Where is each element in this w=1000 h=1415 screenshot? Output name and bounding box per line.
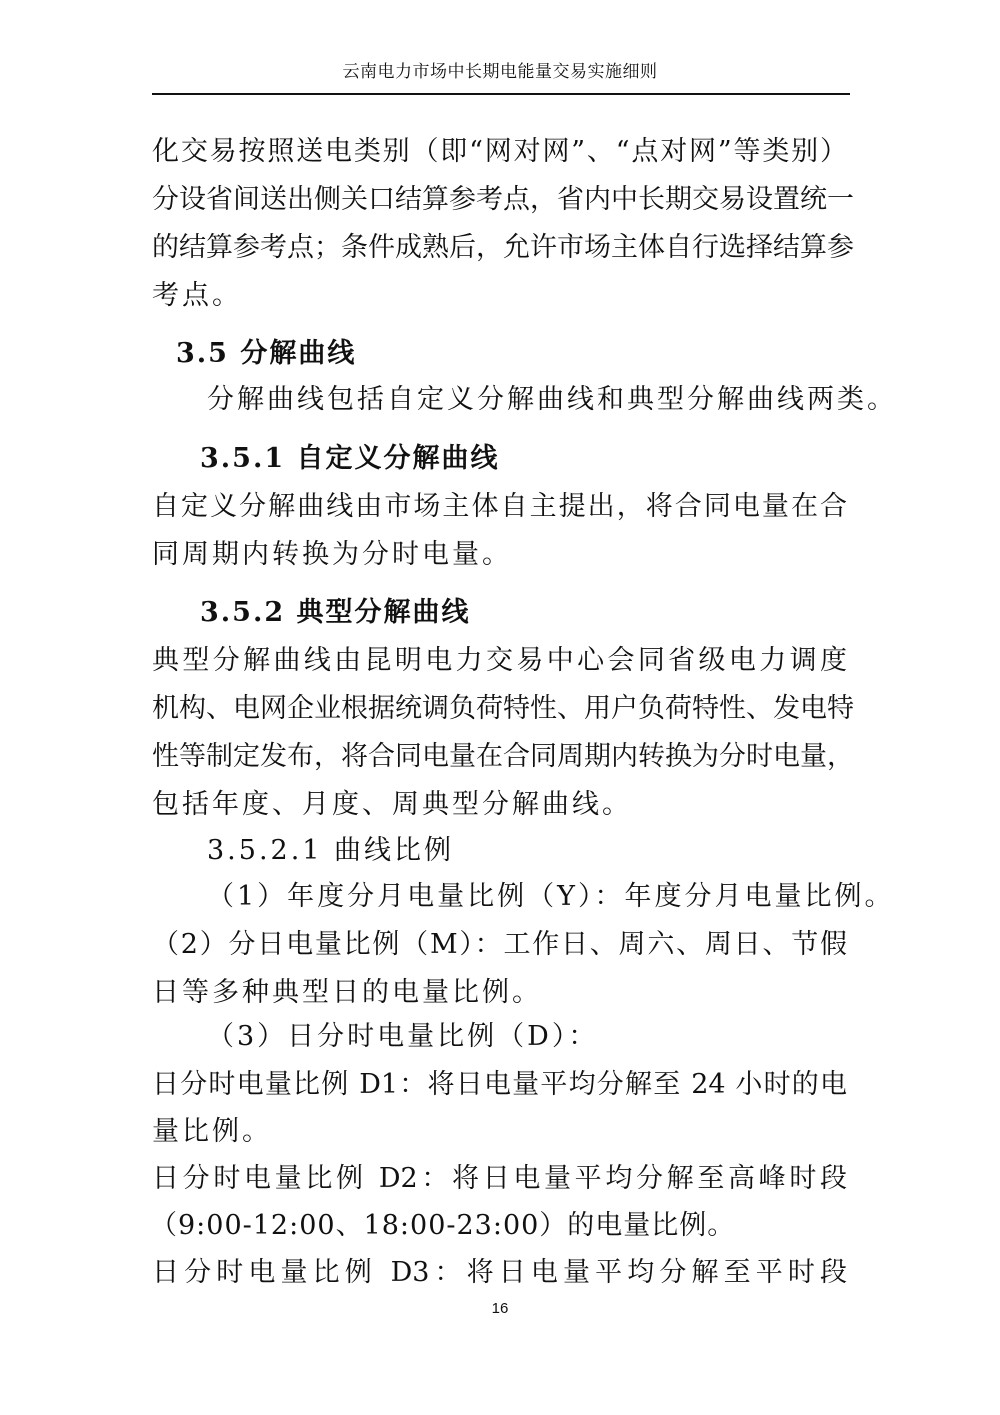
text-line: 包括年度、月度、周典型分解曲线。	[152, 789, 632, 820]
text-line: 日分时电量比例 D1：将日电量平均分解至 24 小时的电	[152, 1069, 847, 1100]
text-line: （9:00-12:00、18:00-23:00）的电量比例。	[150, 1210, 736, 1241]
text-line: 机构、电网企业根据统调负荷特性、用户负荷特性、发电特	[152, 693, 854, 724]
text-line: 日分时电量比例 D3：将日电量平均分解至平时段	[152, 1257, 847, 1288]
section-heading-3-5-2: 3.5.2 典型分解曲线	[200, 597, 471, 628]
text-line: 日分时电量比例 D2：将日电量平均分解至高峰时段	[152, 1163, 847, 1194]
list-item-annual-ratio: （1）年度分月电量比例（Y）：年度分月电量比例。	[207, 881, 895, 912]
text-line: 性等制定发布，将合同电量在合同周期内转换为分时电量，	[152, 741, 854, 772]
text-line: 典型分解曲线由昆明电力交易中心会同省级电力调度	[152, 645, 847, 676]
text-line: 考点。	[152, 280, 242, 311]
text-line: 化交易按照送电类别（即“网对网”、“点对网”等类别）	[152, 136, 847, 167]
section-heading-3-5-1: 3.5.1 自定义分解曲线	[200, 443, 500, 474]
list-item-hourly-ratio: （3）日分时电量比例（D）：	[207, 1021, 599, 1052]
text-line: 量比例。	[152, 1116, 272, 1147]
section-heading-3-5: 3.5 分解曲线	[176, 338, 357, 369]
subsection-heading-3-5-2-1: 3.5.2.1 曲线比例	[207, 835, 455, 866]
header-divider	[152, 93, 850, 95]
text-line: （2）分日电量比例（M）：工作日、周六、周日、节假	[152, 929, 847, 960]
text-line: 同周期内转换为分时电量。	[152, 539, 512, 570]
text-line: 分设省间送出侧关口结算参考点，省内中长期交易设置统一	[152, 184, 854, 215]
text-line: 的结算参考点；条件成熟后，允许市场主体自行选择结算参	[152, 232, 854, 263]
text-line: 自定义分解曲线由市场主体自主提出，将合同电量在合	[152, 491, 847, 522]
text-line: 日等多种典型日的电量比例。	[152, 977, 542, 1008]
paragraph-curve-types: 分解曲线包括自定义分解曲线和典型分解曲线两类。	[207, 384, 897, 415]
page-number: 16	[491, 1300, 509, 1317]
document-header-title: 云南电力市场中长期电能量交易实施细则	[342, 62, 658, 82]
